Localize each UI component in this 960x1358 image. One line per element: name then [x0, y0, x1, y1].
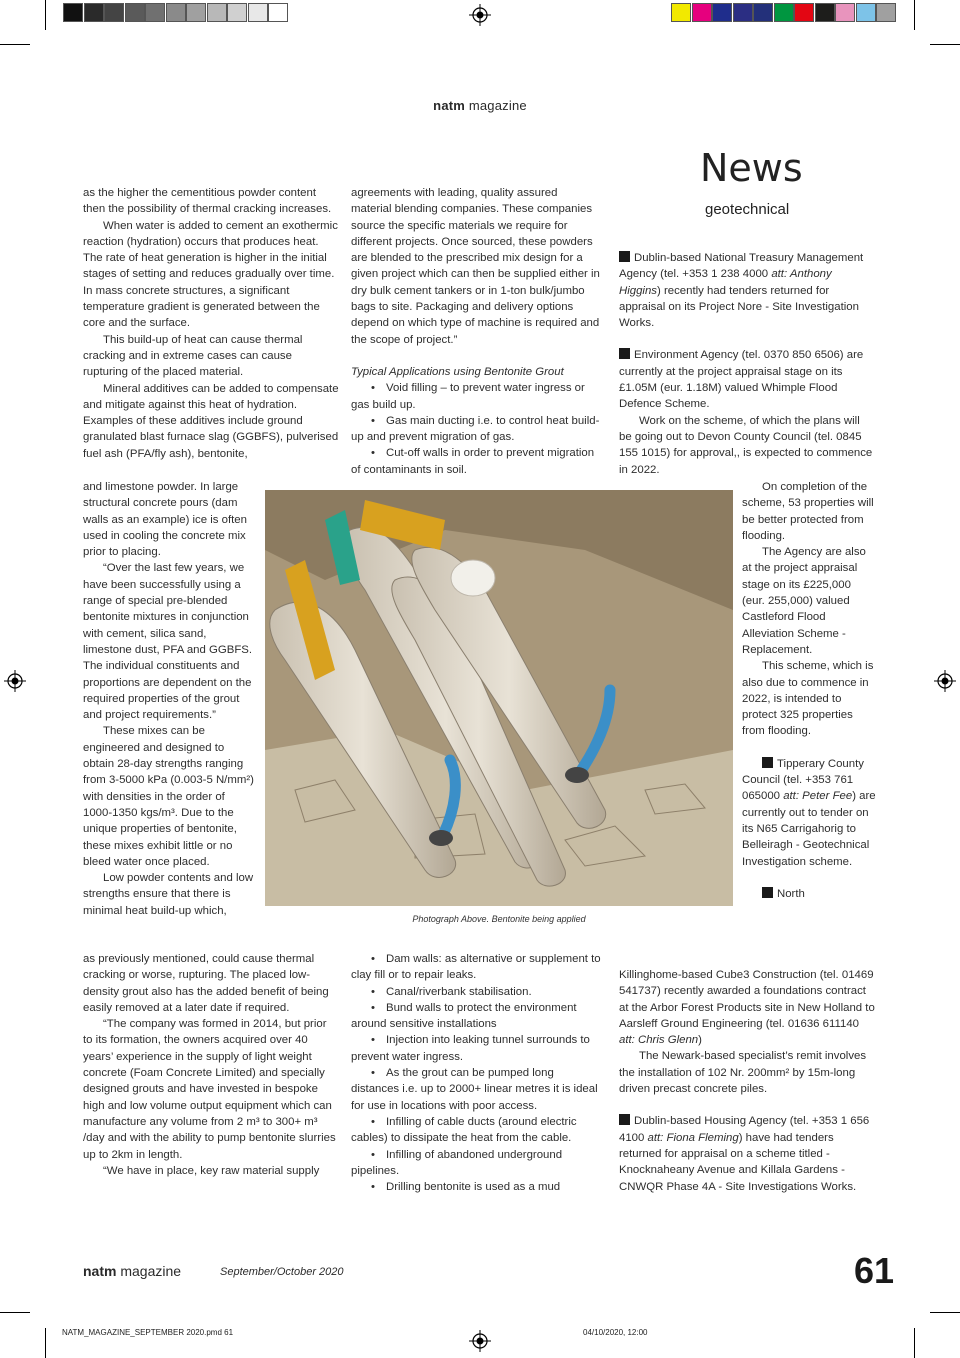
photo-caption: Photograph Above. Bentonite being applied — [412, 914, 586, 924]
bullet-item: • Bund walls to protect the environment around sensitive installations — [351, 1000, 601, 1033]
paragraph: This build-up of heat can cause thermal cracking and in extreme cases can cause rupturing of the placed material. — [83, 333, 303, 379]
article-column-1 — [83, 185, 339, 462]
registration-mark-icon — [469, 1330, 491, 1352]
paragraph: These mixes can be engineered and designed to obtain 28-day strengths ranging from 3-5000 kPa (0.003-5 N/mm²) with densities in the order of 1000-1350 kgs/m³. Due to the unique properties of bentonite, these mixes exhibit little or no bleed water once placed. — [83, 725, 254, 868]
calibration-swatch — [835, 3, 855, 22]
magazine-header — [0, 98, 960, 113]
bullet-item: • Dam walls: as alternative or supplement to clay fill or to repair leaks. — [351, 951, 601, 984]
registration-mark-icon — [4, 670, 26, 692]
paragraph: as the higher the cementitious powder content then the possibility of thermal cracking increases. — [83, 187, 332, 216]
news-item: Dublin-based National Treasury Management Agency (tel. +353 1 238 4000 att: Anthony Higgins) recently had tenders returned for appraisal on its Project Nore - Site Investigation Works. — [619, 252, 864, 330]
footer-magazine — [83, 1263, 181, 1279]
square-bullet-icon — [762, 757, 773, 768]
calibration-swatch — [63, 3, 83, 22]
bullet-item: • Injection into leaking tunnel surrounds to prevent water ingress. — [351, 1032, 601, 1065]
paragraph: as previously mentioned, could cause thermal cracking or worse, rupturing. The placed low-density grout also has the added benefit of being easily removed at a later date if required. — [83, 953, 329, 1014]
registration-mark-icon — [934, 670, 956, 692]
calibration-swatch — [794, 3, 814, 22]
paragraph: Work on the scheme, of which the plans will be going out to Devon County Council (tel. 0845 155 1015) for approval,, is expected to commence in 2022. — [619, 414, 873, 476]
square-bullet-icon — [762, 887, 773, 898]
article-column-2-bottom — [351, 951, 601, 1195]
calibration-swatch — [774, 3, 794, 22]
bullet-item: • Infilling of cable ducts (around electric cables) to dissipate the heat from the cable. — [351, 1114, 601, 1147]
crop-mark — [45, 0, 46, 30]
news-item: Dublin-based Housing Agency (tel. +353 1 656 4100 att: Fiona Fleming) have had tenders returned for appraisal on a scheme titled - Knocknaheany Avenue and Killala Gardens - CNWQR Phase 4A - Site Investigations Works. — [619, 1115, 870, 1193]
registration-mark-icon — [469, 4, 491, 26]
calibration-swatch — [671, 3, 691, 22]
crop-mark — [914, 1328, 915, 1358]
news-item: Killinghome-based Cube3 Construction (tel. 01469 541737) recently awarded a foundations contract at the Arbor Forest Products site in New Holland to Aarsleff Ground Engineering (tel. 01636 611140 att: Chris Glenn) — [619, 969, 875, 1047]
bullet-item: • Gas main ducting i.e. to control heat build-up and prevent migration of gas. — [351, 413, 601, 446]
paragraph: “The company was formed in 2014, but prior to its formation, the owners acquired over 40 years’ experience in the supply of light weight concrete (Foam Concrete Limited) and specially designed grouts and have invested in bespoke high and low volume output equipment which can manufacture any volume from 2 m³ to 300+ m³ /day and with the ability to pump bentonite slurries up to 2km in length. — [83, 1018, 336, 1161]
square-bullet-icon — [619, 348, 630, 359]
news-column-upper — [619, 250, 875, 478]
bullet-item: • Void filling – to prevent water ingress or gas build up. — [351, 380, 601, 413]
calibration-swatch — [712, 3, 732, 22]
bullet-item: • Canal/riverbank stabilisation. — [351, 984, 601, 1000]
calibration-swatch — [876, 3, 896, 22]
paragraph: When water is added to cement an exothermic reaction (hydration) occurs that produces heat. The rate of heat generation is higher in the initial stages of setting and reduces gradually over time. In mass concrete structures, a significant temperature gradient is generated between the core and the surface. — [83, 219, 338, 330]
issue-date: September/October 2020 — [220, 1266, 344, 1278]
calibration-swatch — [186, 3, 206, 22]
bullet-item: • Cut-off walls in order to prevent migration of contaminants in soil. — [351, 445, 601, 478]
calibration-swatch — [692, 3, 712, 22]
article-column-1-narrow — [83, 479, 257, 919]
calibration-swatch — [145, 3, 165, 22]
crop-mark — [45, 1328, 46, 1358]
calibration-swatch — [268, 3, 288, 22]
news-column-narrow — [742, 479, 876, 902]
paragraph: The Newark-based specialist’s remit involves the installation of 102 Nr. 200mm² by 15m-long driven precast concrete piles. — [619, 1050, 867, 1096]
footer-word: magazine — [120, 1263, 182, 1279]
applications-heading: Typical Applications using Bentonite Grout — [351, 365, 564, 378]
crop-mark — [930, 1312, 960, 1313]
section-subtitle: geotechnical — [705, 201, 790, 218]
square-bullet-icon — [619, 1114, 630, 1125]
header-brand: natm — [433, 98, 466, 113]
article-column-1-bottom — [83, 951, 339, 1179]
file-slug: NATM_MAGAZINE_SEPTEMBER 2020.pmd 61 — [62, 1328, 234, 1337]
paragraph: On completion of the scheme, 53 properties will be better protected from flooding. — [742, 481, 874, 542]
header-word: magazine — [468, 98, 527, 113]
calibration-swatch — [125, 3, 145, 22]
crop-mark — [914, 0, 915, 30]
news-column-lower — [619, 967, 875, 1195]
bullet-item: • Drilling bentonite is used as a mud — [351, 1179, 601, 1195]
paragraph: The Agency are also at the project appraisal stage on its £225,000 (eur. 255,000) valued Castleford Flood Alleviation Scheme - Replacement. — [742, 546, 866, 656]
print-timestamp: 04/10/2020, 12:00 — [583, 1328, 648, 1337]
news-item-heading: North — [742, 886, 876, 902]
calibration-swatch — [815, 3, 835, 22]
calibration-swatch — [733, 3, 753, 22]
footer-brand: natm — [83, 1263, 117, 1279]
photo-illustration — [265, 490, 733, 906]
paragraph: agreements with leading, quality assured material blending companies. These companies source the specific materials we require for different projects. Once sourced, these powders are blended to the prescribed mix design for a given project which can then be supplied either in dry bulk cement tankers or in 1-ton bulk/jumbo bags to site. Packaging and delivery options depend on which type of machine is required and the scope of project.” — [351, 187, 600, 346]
bullet-item: • As the grout can be pumped long distances i.e. up to 2000+ linear metres it is ideal for use in locations with poor access. — [351, 1065, 601, 1114]
paragraph: Mineral additives can be added to compensate and mitigate against this heat of hydration. Examples of these additives include ground granulated blast furnace slag (GGBFS), pulverised fuel ash (PFA/fly ash), bentonite, — [83, 382, 339, 460]
paragraph: This scheme, which is also due to commence in 2022, is intended to protect 325 properties from flooding. — [742, 660, 874, 738]
calibration-swatch — [166, 3, 186, 22]
paragraph: Low powder contents and low strengths ensure that there is minimal heat build-up which, — [83, 872, 254, 917]
bullet-item: • Infilling of abandoned underground pipelines. — [351, 1147, 601, 1180]
news-item: Environment Agency (tel. 0370 850 6506) are currently at the project appraisal stage on its £1.05M (eur. 1.18M) valued Whimple Flood Defence Scheme. — [619, 349, 864, 411]
calibration-swatch — [753, 3, 773, 22]
page-number: 61 — [854, 1250, 895, 1291]
square-bullet-icon — [619, 251, 630, 262]
paragraph: “Over the last few years, we have been successfully using a range of special pre-blended bentonite mixtures in conjunction with cement, silica sand, limestone dust, PFA and GGBFS. The individual constituents and proportions are dependent on the required properties of the grout and project requirements.” — [83, 562, 253, 722]
calibration-swatch — [207, 3, 227, 22]
news-item: Tipperary County Council (tel. +353 761 065000 att: Peter Fee) are currently out to tender on its N65 Carrigahorig to Belleiragh - Geotechnical Investigation scheme. — [742, 757, 876, 868]
crop-mark — [0, 1312, 30, 1313]
crop-mark — [930, 44, 960, 45]
calibration-swatch — [227, 3, 247, 22]
crop-mark — [0, 44, 30, 45]
calibration-swatch — [248, 3, 268, 22]
bentonite-photo — [265, 490, 733, 906]
calibration-swatch — [856, 3, 876, 22]
calibration-swatch — [84, 3, 104, 22]
section-title: News — [700, 146, 803, 190]
paragraph: “We have in place, key raw material supply — [103, 1164, 320, 1177]
paragraph: and limestone powder. In large structural concrete pours (dam walls as an example) ice is often used in cooling the concrete mix prior to placing. — [83, 481, 247, 559]
article-column-2 — [351, 185, 601, 478]
calibration-swatch — [104, 3, 124, 22]
